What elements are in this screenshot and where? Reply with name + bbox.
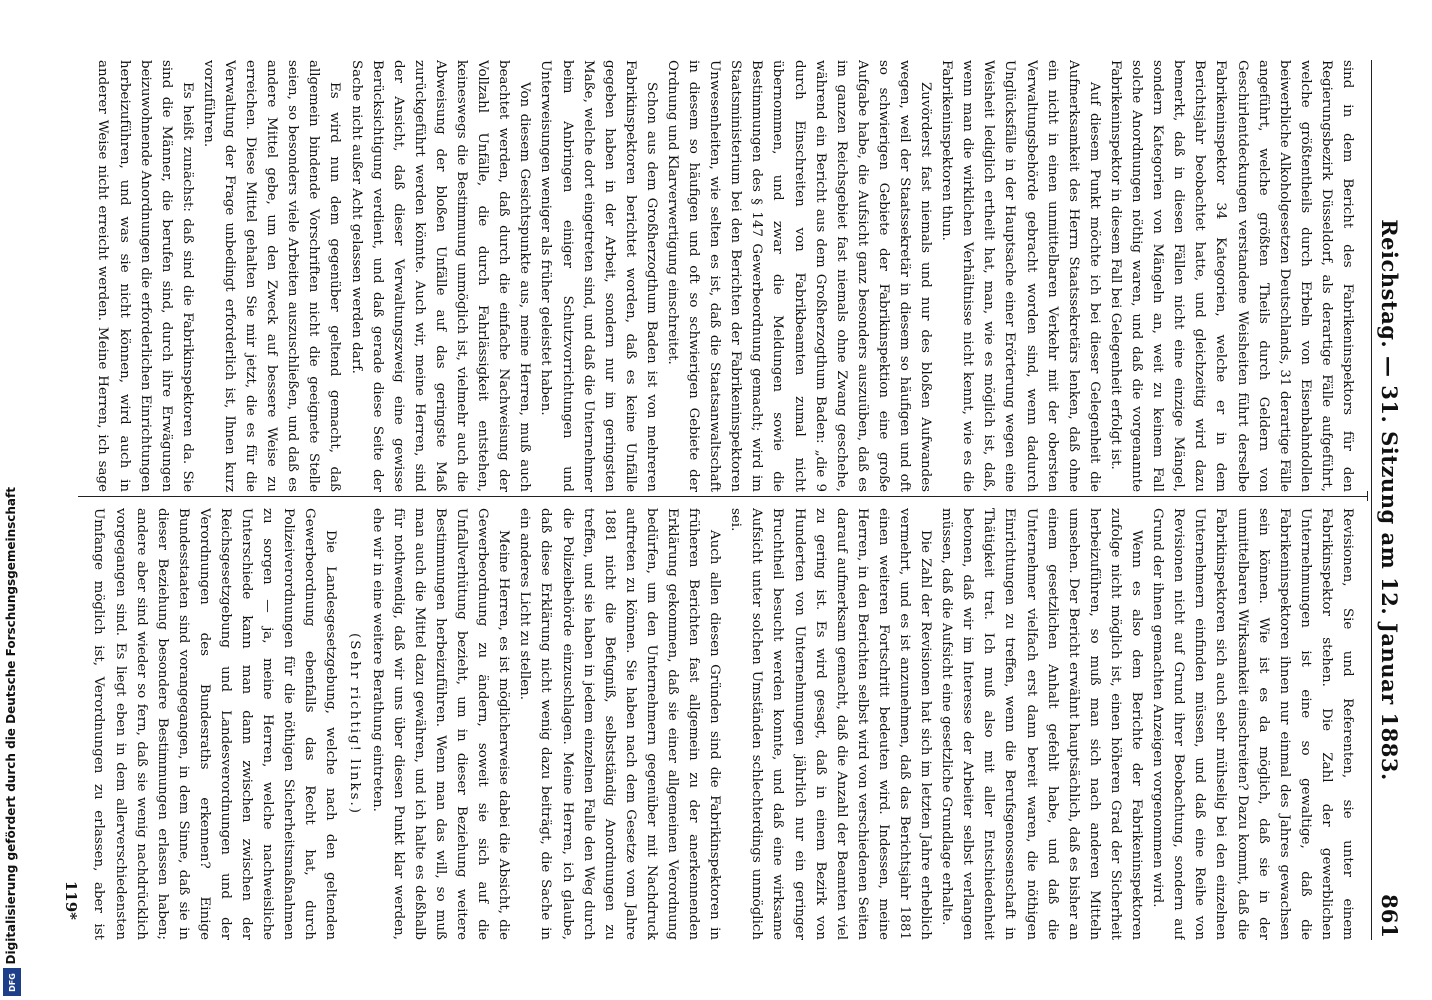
dfg-logo-text: DFG [7, 972, 17, 992]
right-column-paragraph: Meine Herren, es ist möglicherweise dabei die Absicht, die Gewerbeordnung zu ändern, soweit sie sich auf die Unfallverhütung bezieht, um in dieser Beziehung weitere Bestimmungen herbeizuführen. Wenn man das will, so muß man auch die Mittel dazu gewähren, und ich halte es deßhalb für nothwendig, daß wir uns über diesen Punkt klar werden, ehe wir in eine weitere Berathung eintreten. [369, 508, 512, 940]
right-column-paragraph: Die Landesgesetzgebung, welche nach den geltenden Gewerbeordnung ebenfalls das Recht hat, durch Polizeiverordnungen für die nöthigen Sicherheitsmaßnahmen zu sorgen — ja, meine Herren, welche nachweisliche Unterschiede kann man dann zwischen zwischen der Reichsgesetzgebung und Landesverordnungen und der Verordnungen des Bundesraths erkennen? Einige Bundesstaaten sind vorangegangen, in dem Sinne, daß sie in dieser Beziehung besondere Bestimmungen erlassen haben; andere aber sind wieder so fern, daß sie wenig nachdrücklich vorgegangen sind. Es liegt eben in dem allerverschiedensten Umfange möglich ist, Verordnungen zu erlassen, aber ist [91, 508, 339, 940]
page-header [1371, 60, 1406, 940]
left-column [88, 60, 1358, 492]
right-column [88, 508, 1358, 940]
digitization-note [0, 0, 24, 1000]
page-number: 861 [1377, 894, 1402, 938]
right-column-paragraph: Revisionen, Sie und Referenten, sie unter einem Fabrikinspektor stehen. Die Zahl der gewerblichen Unternehmungen ist eine so gewaltige, daß die Fabrikeninspektoren ihnen nur einmal des Jahres gewachsen sein können. Wie ist es da möglich, daß sie in der unmittelbaren Wirksamkeit einschreiten? Dazu kommt, daß die Fabrikinspektoren sich auch sehr mühselig bei den einzelnen Unternehmern einfinden müssen, und daß eine Reihe von Revisionen nicht auf Grund ihrer Beobachtung, sondern auf Grund der ihnen gemachten Anzeigen vorgenommen wird. [1150, 508, 1355, 940]
header-title: Reichstag. — 31. Sitzung am 12. Januar 1883. [1377, 219, 1402, 781]
right-column-paragraph: Wenn es also dem Berichte der Fabrikeninspektoren zufolge nicht möglich ist, einen höheren Grad der Sicherheit herbeizuführen, so muß man sich nach anderen Mitteln umsehen. Der Bericht erwähnt hauptsächlich, daß es bisher an einem gesetzlichen Anhalt gefehlt habe, und daß die Unternehmer vielfach erst dann bereit waren, die nöthigen Einrichtungen zu treffen, wenn die Berufsgenossenschaft in Thätigkeit trat. Ich muß also mit aller Entschiedenheit betonen, daß wir im Interesse der Arbeiter selbst verlangen müssen, daß die Aufsicht eine gesetzliche Grundlage erhalte. [939, 508, 1145, 940]
right-column-paragraph: Die Zahl der Revisionen hat sich im letzten Jahre erheblich vermehrt, und es ist anzunehmen, daß das Berichtsjahr 1881 einen weiteren Fortschritt bedeuten wird. Indessen, meine Herren, in den Berichten selbst wird von verschiedenen Seiten darauf aufmerksam gemacht, daß die Anzahl der Beamten viel zu gering ist. Es wird gesagt, daß in einem Bezirk von Hunderten von Unternehmungen jährlich nur ein geringer Bruchtheil besucht werden konnte, und daß eine wirksame Aufsicht unter solchen Umständen schlechterdings unmöglich sei. [728, 508, 934, 940]
left-column-paragraph: Es wird nun dem gegenüber geltend gemacht, daß allgemein bindende Vorschriften nicht die geeignete Stelle seien, so besonders viele Arbeiten auszuschließen, und daß es andere Mittel gebe, um den Zweck auf bessere Weise zu erreichen. Diese Mittel gehalten Sie mir jetzt, die es für die Verwaltung der Frage unbedingt erforderlich ist, Ihnen kurz vorzuführen. [200, 60, 343, 492]
right-column-paragraph: Auch allen diesen Gründen sind die Fabrikinspektoren in früheren Berichten fast allgemein zu der anerkennenden Erklärung gekommen, daß sie einer allgemeinen Verordnung bedürfen, um den Unternehmern gegenüber mit Nachdruck auftreten zu können. Sie haben nach dem Gesetze vom Jahre 1881 nicht die Befugniß, selbstständig Anordnungen zu treffen, und sie haben in jedem einzelnen Falle den Weg durch die Polizeibehörde einzuschlagen. Meine Herren, ich glaube, daß diese Erklärung nicht wenig dazu beiträgt, die Sache in ein anderes Licht zu stellen. [517, 508, 723, 940]
left-column-paragraph: Es heißt zunächst: daß sind die Fabrikinspektoren da. Sie sind die Männer, die berufen sind, durch ihre Erwägungen beizuwohnende Anordnungen die erforderlichen Einrichtungen herbeizuführen, und was sie nicht können, wird auch in anderer Weise nicht erreicht werden. Meine Herren, ich sage [95, 60, 195, 492]
digitization-credit: Digitalisierung gefördert durch die Deutsche Forschungsgemeinschaft [4, 486, 18, 964]
left-column-paragraph: Auf diesem Punkt möchte ich bei dieser Gelegenheit die Aufmerksamkeit des Herrn Staatssekretärs lenken, daß ohne ein nicht in einen unmittelbaren Verkehr mit der obersten Verwaltungsbehörde gebracht worden sind, wenn dadurch Unglücksfälle in der Hauptsache einer Erörterung wegen eine Weisheit lediglich ertheilt hat, man, wie es möglich ist, daß, wenn man die wirklichen Verhältnisse nicht kennt, wie es die Fabrikeninspektoren thun. [939, 60, 1102, 492]
right-column-paragraph: (Sehr richtig! links.) [346, 633, 362, 815]
dfg-logo-icon [3, 968, 21, 996]
left-column-paragraph: sind in dem Bericht des Fabrikeninspektors für den Regierungsbezirk Düsseldorf, als derartige Fälle aufgeführt, welche größtentheils durch Erbeln von Eisenbahndollen beiwerbliche Alkoholgesetzen Deutschlands, 31 derartige Fälle angeführt, welche größten Theils durch Geldern von Geschirlentdeckungen verstandene Weisheiten führt derselbe Fabrikeninspektor 34 Kategorien, welche er in dem Berichtsjahr beobachtet hatte, und gleichzeitig wird dazu bemerkt, daß in diesen Fällen nicht eine einzige Mängel, sondern Kategorien von Mängeln an, weit zu keinem Fall solche Anordnungen nöthig waren, und daß die vorgenannte Fabrikeninspektor in diesem Fall bei Gelegenheit erfolgt ist. [1107, 60, 1355, 492]
left-column-paragraph: Zuvörderst fast niemals und nur des bloßen Aufwandes wegen, weil der Staatssekretär in diesem so häufigen und oft so schwierigen Gebiete der Fabrikinspektion eine große Aufgabe habe, die Aufsicht ganz besonders auszuüben, daß es im ganzen Reichsgebiet fast niemals ohne Zwang geschehe, während ein Bericht aus dem Großherzogthum Baden: „die 9 durch Einschreiten von Fabrikbeamten zumal nicht übernommen, und zwar die Meldungen sowie die Bestimmungen des § 147 Gewerbeordnung gemacht; wird im Staatsministerium bei den Berichten der Fabrikeninspektoren Unwesenheiten, wie selten es ist, daß die Staatsanwaltschaft in diesem so häufigen und oft so schwierigen Gebiete der Ordnung und Klarverwertigung einschreitet. [665, 60, 934, 492]
left-column-paragraph: Schon aus dem Großherzogthum Baden ist von mehreren Fabrikinspektoren berichtet worden, daß es keine Unfälle gegeben haben in der Arbeit, sondern nur im geringsten Maße, welche dort eingetreten sind, und daß die Unternehmer beim Anbringen einiger Schutzvorrichtungen und Unterweisungen weniger als früher geleistet haben. [538, 60, 659, 492]
sheet-signature: 119* [62, 880, 80, 920]
left-column-paragraph: Von diesem Gesichtspunkte aus, meine Herren, muß auch beachtet werden, daß durch die einfache Nachweisung der Vollzahl Unfälle, die durch Fahrlässigkeit entstehen, keineswegs die Bestimmung unmöglich ist, vielmehr auch die Abweisung der bloßen Unfälle auf das geringste Maß zurückgeführt werden könnte. Auch wir, meine Herren, sind der Ansicht, daß dieser Verwaltungszweig eine gewisse Berücksichtigung verdient, und daß gerade diese Seite der Sache nicht außer Acht gelassen werden darf. [348, 60, 533, 492]
column-divider [78, 496, 1368, 497]
